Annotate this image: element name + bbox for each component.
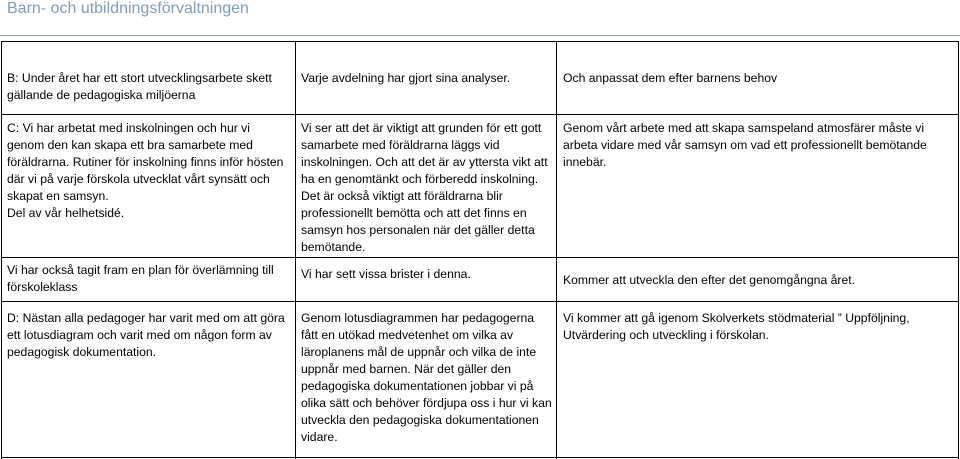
table-border-row-b (1, 114, 959, 115)
table-border-bottom (1, 457, 959, 458)
page-header-title: Barn- och utbildningsförvaltningen (7, 0, 249, 17)
row-c2-col2: Vi har sett vissa brister i denna. (301, 267, 471, 281)
table-border-left (1, 41, 2, 459)
row-c2-col3: Kommer att utveckla den efter det genomgångna året. (563, 273, 855, 287)
row-c-col1-text-2: Del av vår helhetsidé. (7, 206, 125, 220)
table-border-top (1, 41, 959, 42)
row-b-col1: B: Under året har ett stort utvecklingsarbete skett gällande de pedagogiska miljöerna (7, 71, 272, 102)
row-c-col1-text: C: Vi har arbetat med inskolningen och hur vi genom den kan skapa ett bra samarbete med föräldrarna. Rutiner för inskolning finns inför hösten där vi på varje förskola utvecklat vårt synsätt och skapat en samsyn. (7, 121, 284, 203)
row-c-col1 (7, 120, 289, 222)
row-b-col3: Och anpassat dem efter barnens behov (563, 71, 778, 85)
row-d-col1: D: Nästan alla pedagoger har varit med om att göra ett lotusdiagram och varit med om någon form av pedagogisk dokumentation. (7, 311, 285, 359)
row-d-col2: Genom lotusdiagrammen har pedagogerna fått en utökad medvetenhet om vilka av läroplanens mål de uppnår och vilka de inte uppnår med barnen. När det gäller den pedagogiska dokumentationen jobbar vi på olika sätt och behöver fördjupa oss i hur vi kan utveckla den pedagogiska dokumentationen vidare. (301, 311, 552, 444)
row-c2-col1: Vi har också tagit fram en plan för överlämning till förskoleklass (7, 263, 274, 294)
table-border-row-c2 (1, 301, 959, 302)
row-c-col3: Genom vårt arbete med att skapa samspeland atmosfärer måste vi arbeta vidare med vår samsyn om vad ett professionellt bemötande innebär. (563, 121, 927, 169)
row-b-col2: Varje avdelning har gjort sina analyser. (301, 71, 511, 85)
table-border-col2 (556, 41, 557, 459)
row-c-col2: Vi ser att det är viktigt att grunden för ett gott samarbete med föräldrarna läggs vid inskolningen. Och att det är av yttersta vikt att ha en genomtänkt och förberedd inskolning. Det är också viktigt att föräldrarna blir professionellt bemötta och att det finns en samsyn hos personalen när det gäller detta bemötande. (301, 121, 548, 254)
row-d-col3: Vi kommer att gå igenom Skolverkets stödmaterial ” Uppföljning, Utvärdering och utveckling i förskolan. (563, 311, 910, 342)
table-border-row-c (1, 257, 959, 258)
table-border-col1 (295, 41, 296, 459)
table-border-right (958, 41, 959, 459)
